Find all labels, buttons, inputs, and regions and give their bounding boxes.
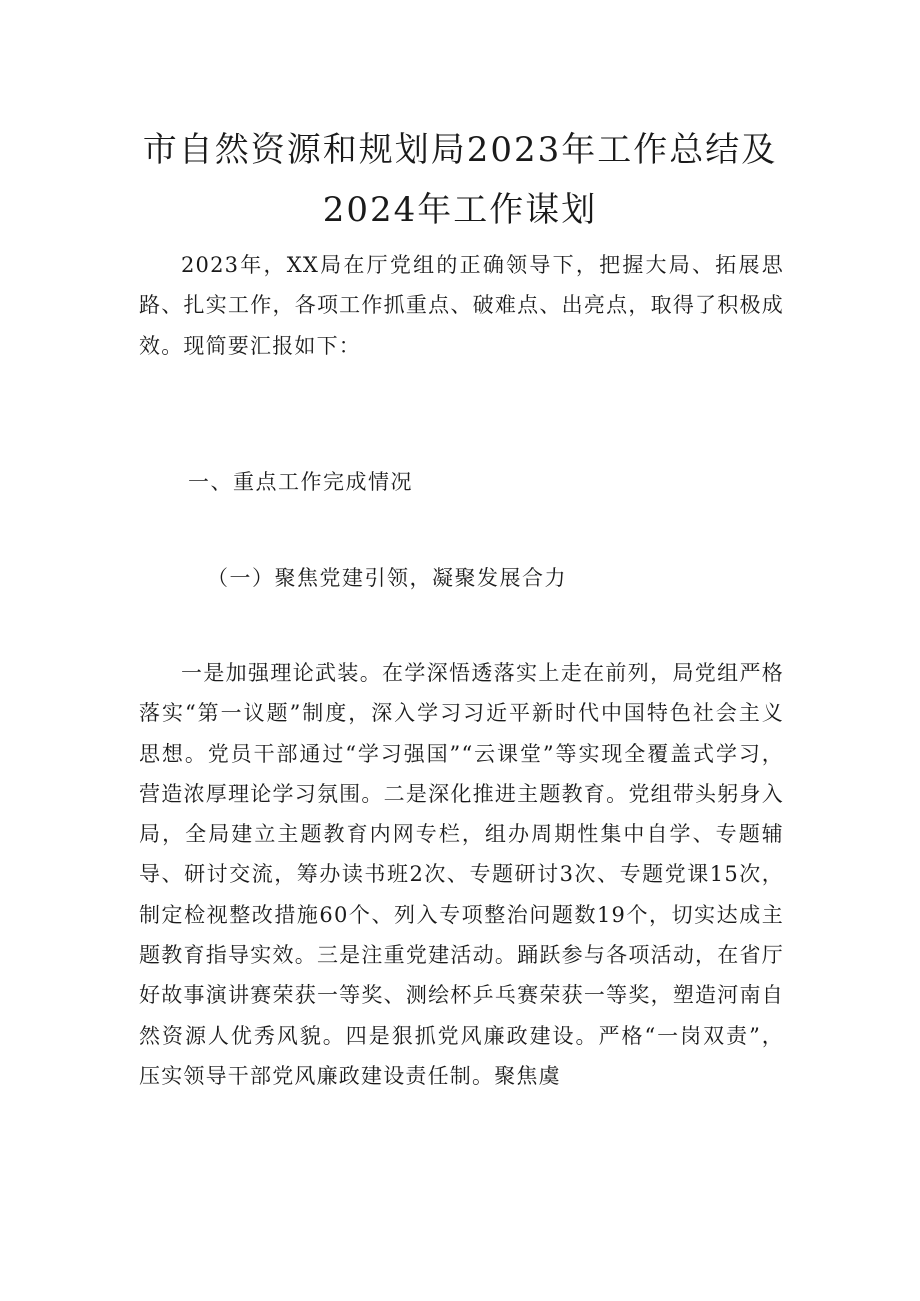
intro-paragraph: 2023年，XX局在厅党组的正确领导下，把握大局、拓展思路、扎实工作，各项工作抓重点、破难点、出亮点，取得了积极成效。现简要汇报如下：: [139, 253, 784, 358]
section-heading: 一、重点工作完成情况: [188, 470, 413, 494]
subsection-heading: （一）聚焦党建引领，凝聚发展合力: [207, 566, 567, 590]
body-paragraph: 一是加强理论武装。在学深悟透落实上走在前列，局党组严格落实“第一议题”制度，深入学习习近平新时代中国特色社会主义思想。党员干部通过“学习强国”“云课堂”等实现全覆盖式学习，营造浓厚理论学习氛围。二是深化推进主题教育。党组带头躬身入局，全局建立主题教育内网专栏，组办周期性集中自学、专题辅导、研讨交流，筹办读书班2次、专题研讨3次、专题党课15次，制定检视整改措施60个、列入专项整治问题数19个，切实达成主题教育指导实效。三是注重党建活动。踊跃参与各项活动，在省厅好故事演讲赛荣获一等奖、测绘杯乒乓赛荣获一等奖，塑造河南自然资源人优秀风貌。四是狠抓党风廉政建设。严格“一岗双责”，压实领导干部党风廉政建设责任制。聚焦虞: [139, 661, 784, 1088]
document-title-line-2: 2024年工作谋划: [322, 190, 598, 230]
document-title-line-1: 市自然资源和规划局2023年工作总结及: [142, 130, 778, 170]
